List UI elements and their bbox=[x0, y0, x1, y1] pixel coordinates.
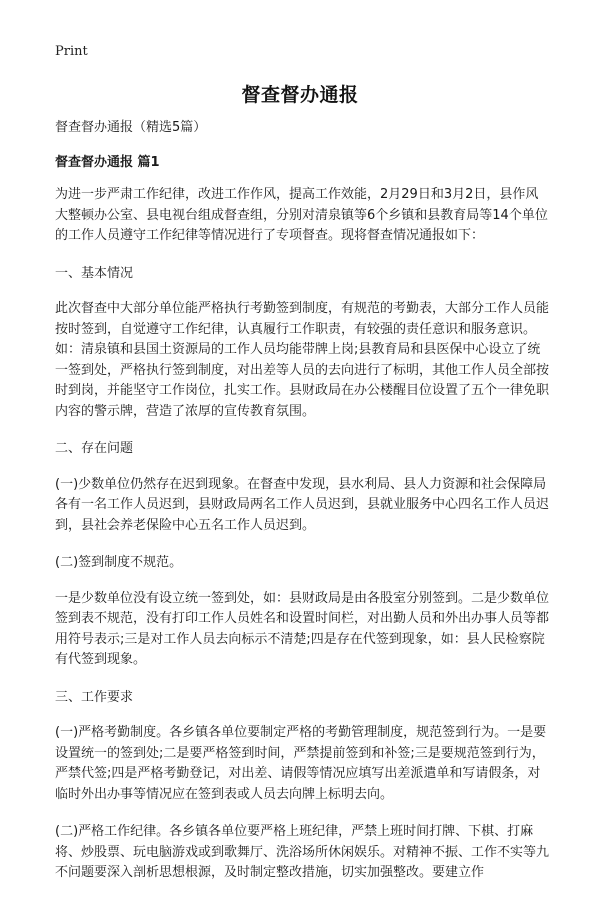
document-body bbox=[55, 118, 550, 901]
paragraph-requirement-discipline: (二)严格工作纪律。各乡镇各单位要严格上班纪律，严禁上班时间打牌、下棋、打麻将、炒股票、玩电脑游戏或到歌舞厅、洗浴场所休闲娱乐。对精神不振、工作不实等九不问题要深入剖析思想根源，及时制定整改措施，切实加强整改。要建立作 bbox=[55, 824, 550, 880]
section-heading-problems: 二、存在问题 bbox=[55, 441, 134, 456]
document-title: 督查督办通报 bbox=[241, 84, 359, 106]
section-heading-basic: 一、基本情况 bbox=[55, 265, 134, 281]
paragraph-problem-signin: 一是少数单位没有设立统一签到处，如：县财政局是由各股室分别签到。二是少数单位签到表不规范，没有打印工作人员姓名和设置时间栏，对出勤人员和外出办事人员等都用符号表示;三是对工作人员去向标示不清楚;四是存在代签到现象，如：县人民检察院有代签到现象。 bbox=[55, 590, 550, 667]
chapter-title: 督查督办通报 篇1 bbox=[55, 154, 160, 170]
paragraph-basic-situation: 此次督查中大部分单位能严格执行考勤签到制度，有规范的考勤表，大部分工作人员能按时签到，自觉遵守工作纪律，认真履行工作职责，有较强的责任意识和服务意识。如：清泉镇和县国土资源局的工作人员均能带牌上岗;县教育局和县医保中心设立了统一签到处，严格执行签到制度，对出差等人员的去向进行了标明，其他工作人员全部按时到岗，并能坚守工作岗位，扎实工作。县财政局在办公楼醒目位设置了五个一律免职内容的警示牌，营造了浓厚的宣传教育氛围。 bbox=[55, 301, 550, 419]
paragraph-intro: 为进一步严肃工作纪律，改进工作作风，提高工作效能，2月29日和3月2日，县作风大整顿办公室、县电视台组成督查组，分别对清泉镇等6个乡镇和县教育局等14个单位的工作人员遵守工作纪律等情况进行了专项督查。现将督查情况通报如下： bbox=[55, 187, 548, 243]
paragraph-problem-signin-heading: (二)签到制度不规范。 bbox=[55, 555, 183, 570]
document-subtitle: 督查督办通报（精选5篇） bbox=[55, 120, 207, 135]
section-heading-requirements: 三、工作要求 bbox=[55, 689, 134, 705]
paragraph-requirement-attendance: (一)严格考勤制度。各乡镇各单位要制定严格的考勤管理制度，规范签到行为。一是要设置统一的签到处;二是要严格签到时间，严禁提前签到和补签;三是要规范签到行为，严禁代签;四是严格考勤登记，对出差、请假等情况应填写出差派遣单和写请假条，对临时外出办事等情况应在签到表或人员去向牌上标明去向。 bbox=[55, 725, 547, 802]
paragraph-problem-late: (一)少数单位仍然存在迟到现象。在督查中发现，县水利局、县人力资源和社会保障局各有一名工作人员迟到，县财政局两名工作人员迟到，县就业服务中心四名工作人员迟到，县社会养老保险中心五名工作人员迟到。 bbox=[55, 476, 550, 533]
print-label: Print bbox=[55, 44, 88, 59]
